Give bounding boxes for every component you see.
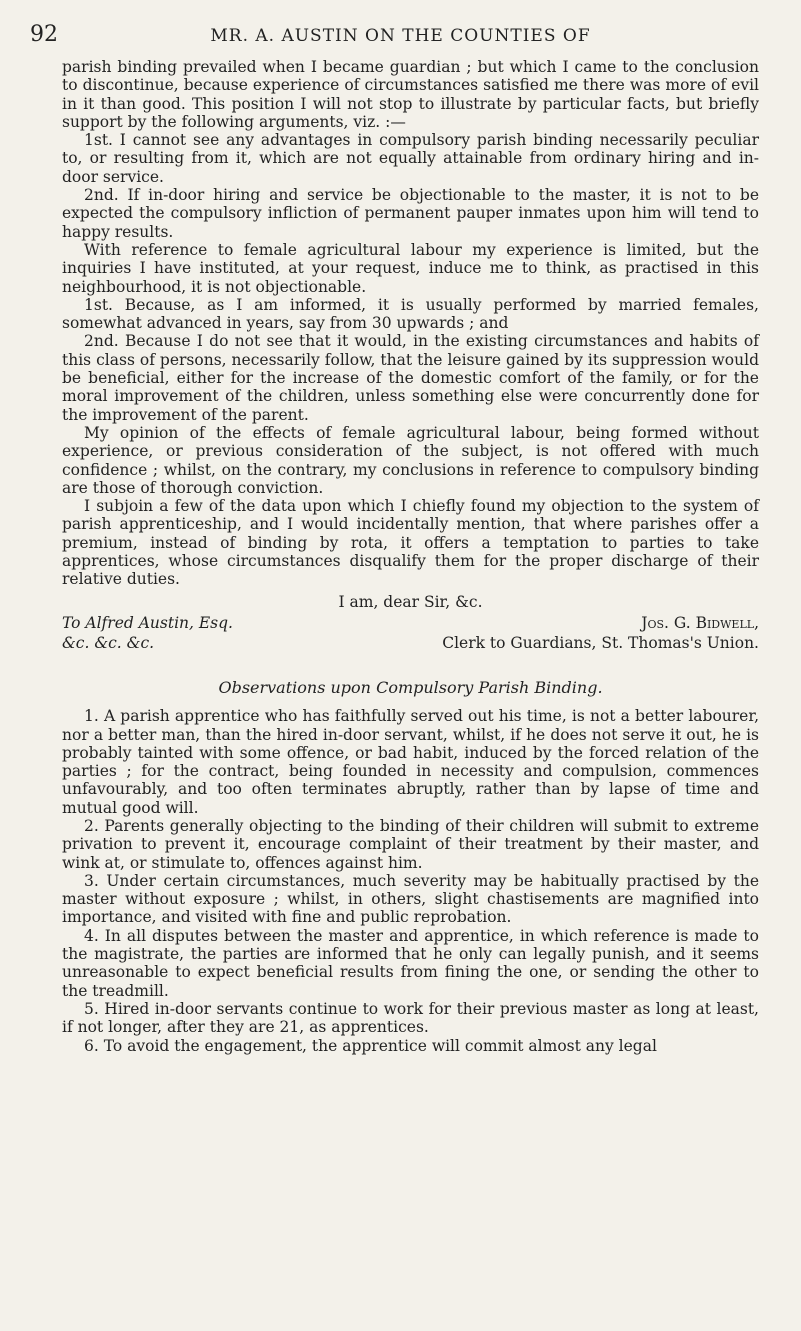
observation-item: 5. Hired in-door servants continue to work for their previous master as long at least, if not longer, after they are 21, as apprentices.	[62, 999, 759, 1037]
signature-row	[62, 613, 759, 633]
letter-paragraph: 2nd. Because I do not see that it would, in the existing circumstances and habits of this class of persons, necessarily follow, that the leisure gained by its suppression would be beneficial, either for the increase of the domestic comfort of the family, or for the moral improvement of the children, unless something else were concurrently done for the improvement of the parent.	[62, 332, 759, 424]
page-number: 92	[30, 22, 58, 47]
signer-title: Clerk to Guardians, St. Thomas's Union.	[442, 633, 759, 652]
etc-line: &c. &c. &c.	[62, 633, 155, 652]
signer-name: Jos. G. Bidwell,	[641, 613, 759, 632]
observation-item: 4. In all disputes between the master and apprentice, in which reference is made to the magistrate, the parties are informed that he only can legally punish, and it seems unreasonable to expect beneficial results from fining the one, or sending the other to the treadmill.	[62, 926, 759, 1000]
observation-item: 3. Under certain circumstances, much severity may be habitually practised by the master without exposure ; whilst, in others, slight chastisements are magnified into importance, and visited with fine and public reprobation.	[62, 871, 759, 927]
letter-closing-block	[62, 593, 759, 653]
letter-paragraph: 1st. I cannot see any advantages in compulsory parish binding necessarily peculiar to, or resulting from it, which are not equally attainable from ordinary hiring and in-door service.	[62, 131, 759, 186]
addressee: To Alfred Austin, Esq.	[62, 613, 233, 632]
page-body	[62, 58, 759, 1055]
letter-paragraph: I subjoin a few of the data upon which I chiefly found my objection to the system of parish apprenticeship, and I would incidentally mention, that where parishes offer a premium, instead of binding by rota, it offers a temptation to parties to take apprentices, whose circumstances disqualify them for the proper discharge of their relative duties.	[62, 497, 759, 589]
letter-paragraph: 1st. Because, as I am informed, it is usually performed by married females, somewhat advanced in years, say from 30 upwards ; and	[62, 295, 759, 333]
letter-paragraph: With reference to female agricultural labour my experience is limited, but the inquiries I have instituted, at your request, induce me to think, as practised in this neighbourhood, it is not objectionable.	[62, 240, 759, 296]
observations-list	[62, 707, 759, 1055]
letter-paragraph: My opinion of the effects of female agricultural labour, being formed without experience, or previous consideration of the subject, is not offered with much confidence ; whilst, on the contrary, my conclusions in reference to compulsory binding are those of thorough conviction.	[62, 423, 759, 497]
observation-item: 2. Parents generally objecting to the binding of their children will submit to extreme privation to prevent it, encourage complaint of their treatment by their master, and wink at, or stimulate to, offences against him.	[62, 816, 759, 872]
observation-item: 1. A parish apprentice who has faithfully served out his time, is not a better labourer, nor a better man, than the hired in-door servant, whilst, if he does not serve it out, he is probably tainted with some offence, or bad habit, induced by the forced relation of the parties ; for the contract, being founded in necessity and compulsion, commences unfavourably, and too often terminates abruptly, rather than by lapse of time and mutual good will.	[62, 707, 759, 817]
closing-line: I am, dear Sir, &c.	[338, 592, 483, 611]
running-title: MR. A. AUSTIN ON THE COUNTIES OF	[210, 26, 591, 46]
observation-item: 6. To avoid the engagement, the apprentice will commit almost any legal	[84, 1036, 657, 1055]
section-title: Observations upon Compulsory Parish Binding.	[218, 677, 603, 697]
signature-row-2	[62, 633, 759, 653]
letter-paragraph: 2nd. If in-door hiring and service be objectionable to the master, it is not to be expected the compulsory infliction of permanent pauper inmates upon him will tend to happy results.	[62, 186, 759, 241]
letter-paragraph: parish binding prevailed when I became guardian ; but which I came to the conclusion to discontinue, because experience of circumstances satisfied me there was more of evil in it than good. This position I will not stop to illustrate by particular facts, but briefly support by the following arguments, viz. :—	[62, 58, 759, 131]
